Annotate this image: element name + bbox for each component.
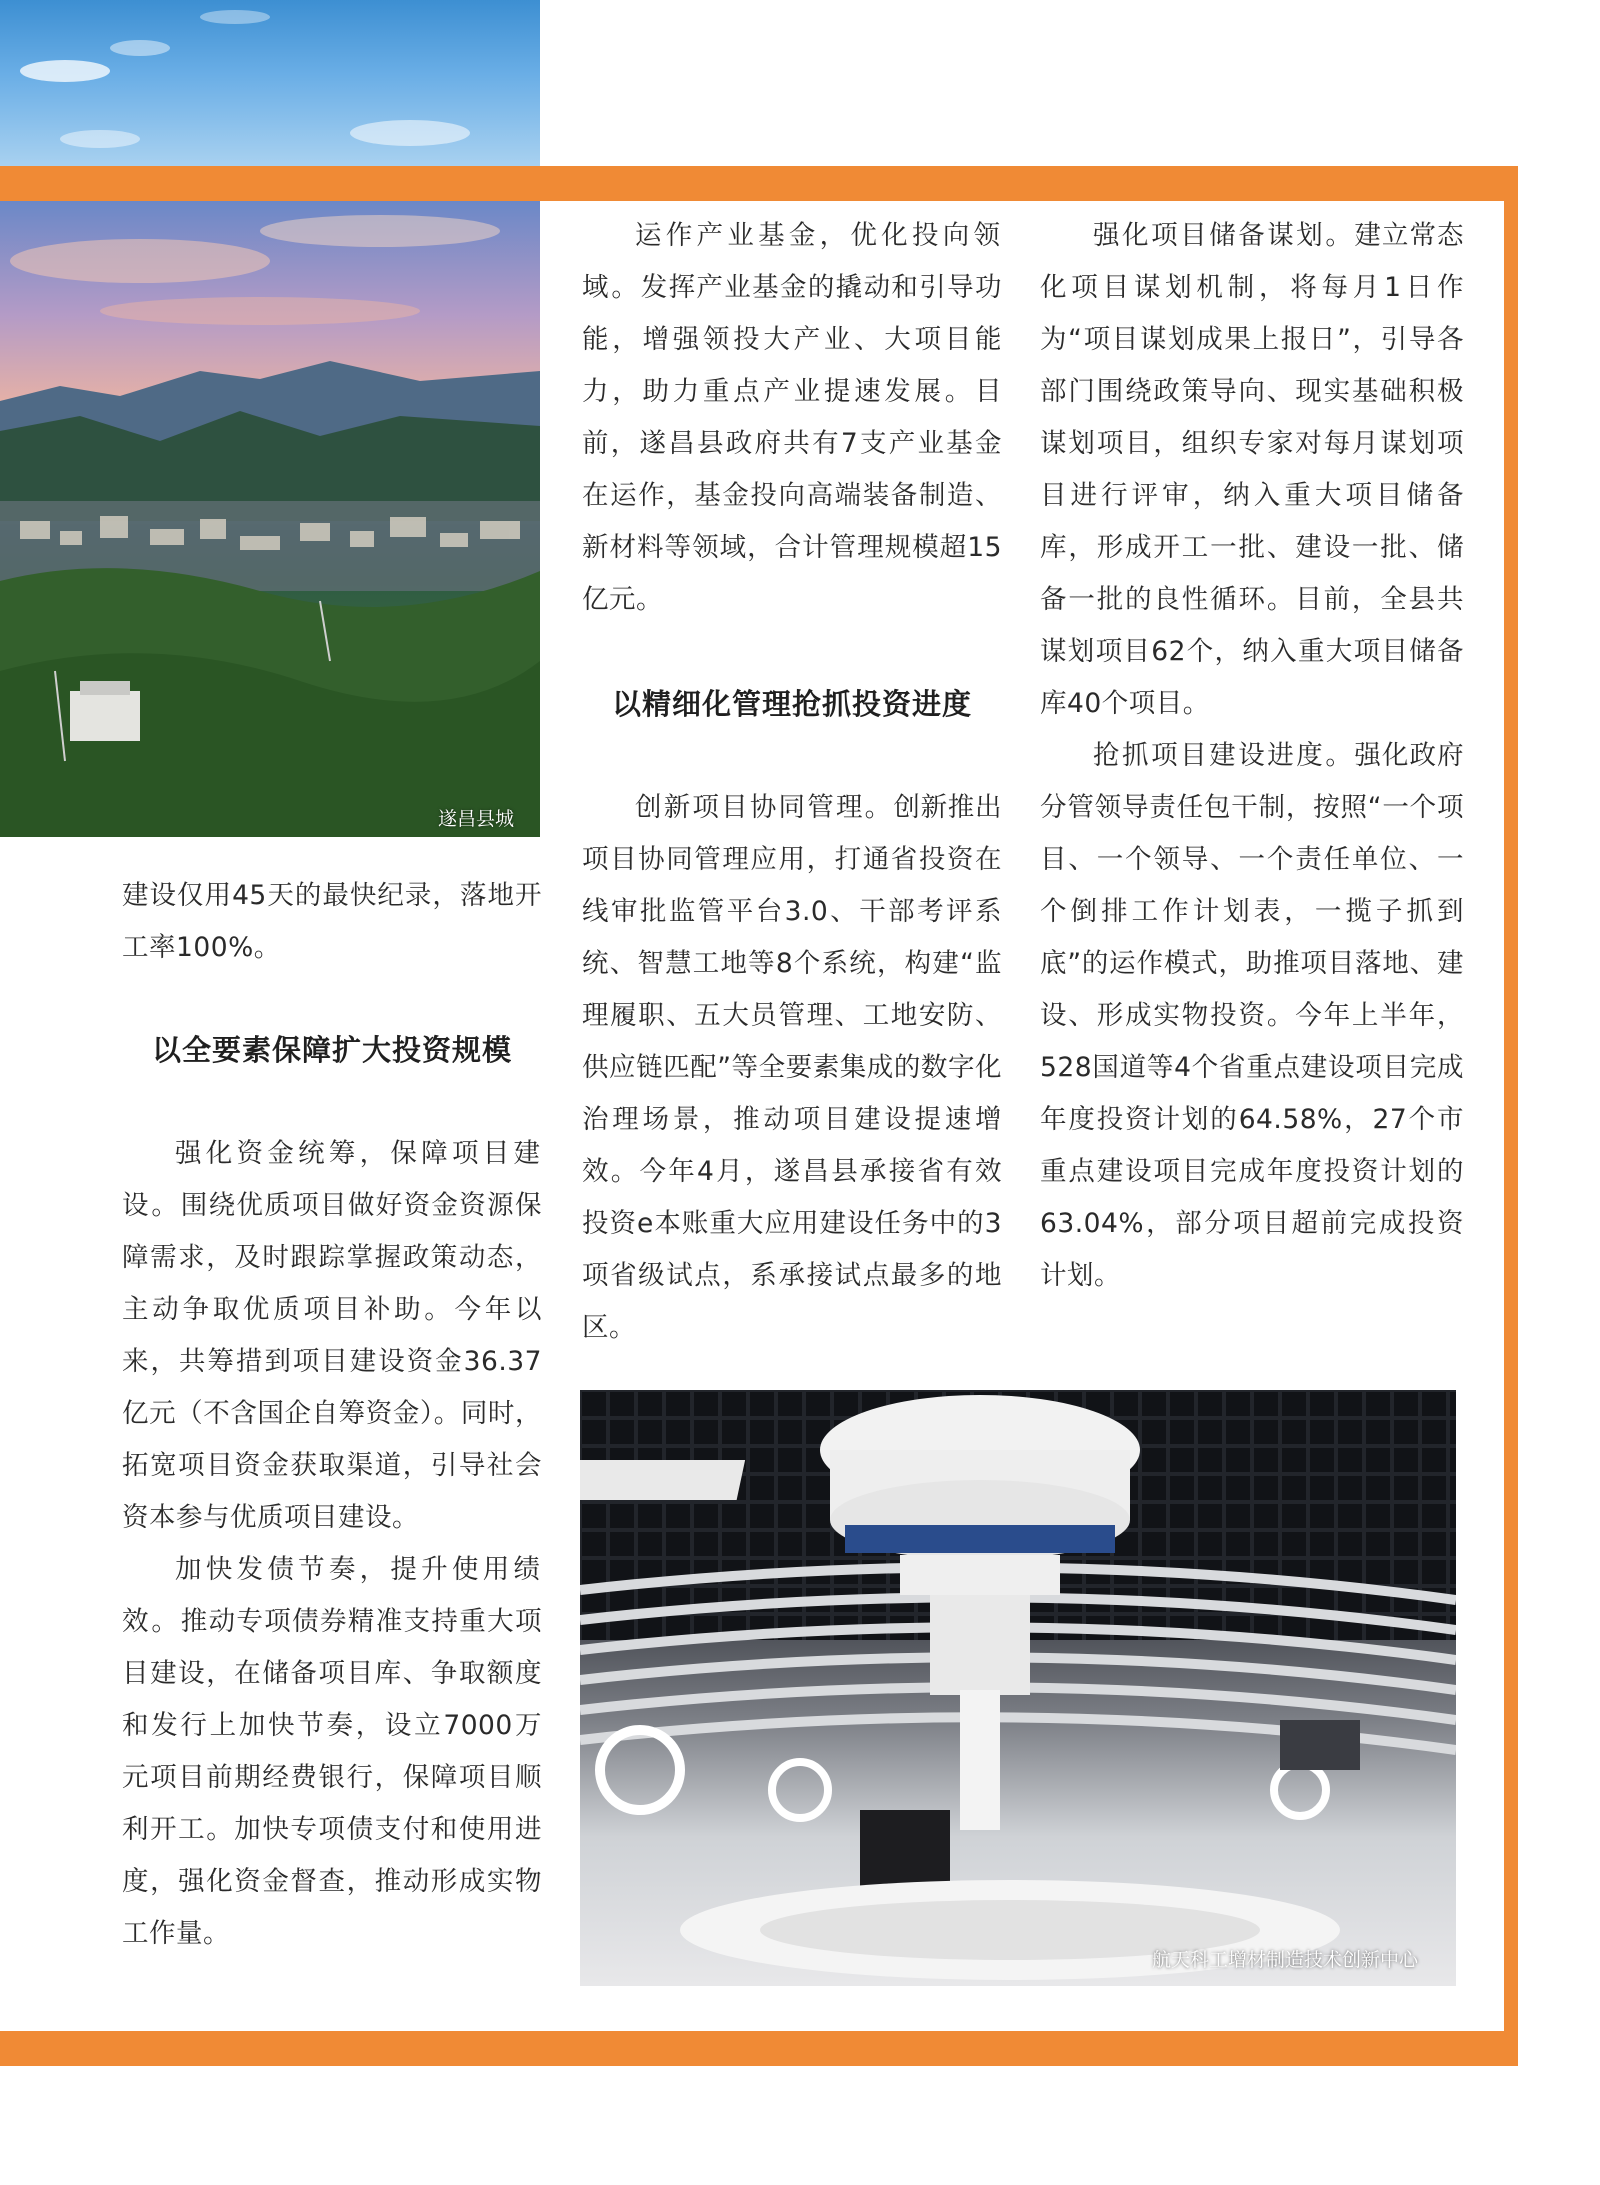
- orange-frame-top: [0, 166, 1518, 201]
- paragraph-lead: 运作产业基金，优化投向领域。: [582, 220, 1002, 303]
- left-column-continued: [122, 870, 542, 974]
- town-landscape-photo: [0, 201, 540, 837]
- paragraph-construction-progress: [1040, 730, 1464, 1302]
- section-heading-full-factor: 以全要素保障扩大投资规模: [151, 1033, 512, 1067]
- left-column-body: [122, 1128, 542, 1960]
- paragraph-lead: 创新项目协同管理。: [635, 792, 894, 823]
- paragraph-body: 围绕优质项目做好资金资源保障需求，及时跟踪掌握政策动态，主动争取优质项目补助。今年以来，共筹措到项目建设资金36.37亿元（不含国企自筹资金）。同时，拓宽项目资金获取渠道，引导社会资本参与优质项目建设。: [122, 1190, 543, 1533]
- paragraph-lead: 抢抓项目建设进度。: [1093, 740, 1355, 771]
- paragraph-body: 强化政府分管领导责任包干制，按照“一个项目、一个领导、一个责任单位、一个倒排工作计划表，一揽子抓到底”的运作模式，助推项目落地、建设、形成实物投资。今年上半年，528国道等4个省重点建设项目完成年度投资计划的64.58%，27个市重点建设项目完成年度投资计划的63.04%，部分项目超前完成投资计划。: [1040, 740, 1465, 1291]
- paragraph-body: 创新推出项目协同管理应用，打通省投资在线审批监管平台3.0、干部考评系统、智慧工地等8个系统，构建“监理履职、五大员管理、工地安防、供应链匹配”等全要素集成的数字化治理场景，推动项目建设提速增效。今年4月，遂昌县承接省有效投资e本账重大应用建设任务中的3项省级试点，系承接试点最多的地区。: [582, 792, 1002, 1343]
- middle-column-bottom: [582, 782, 1002, 1354]
- paragraph-bond-issuance: [122, 1544, 542, 1960]
- paragraph-body: 建立常态化项目谋划机制，将每月1日作为“项目谋划成果上报日”，引导各部门围绕政策导向、现实基础积极谋划项目，组织专家对每月谋划项目进行评审，纳入重大项目储备库，形成开工一批、建设一批、储备一批的良性循环。目前，全县共谋划项目62个，纳入重大项目储备库40个项目。: [1040, 220, 1465, 719]
- town-photo-caption: 遂昌县城: [438, 808, 515, 830]
- orange-frame-right: [1504, 166, 1518, 2066]
- paragraph-collaborative-management: [582, 782, 1002, 1354]
- sky-photo: [0, 0, 540, 166]
- middle-column-top: [582, 210, 1002, 626]
- paragraph-lead: 加快发债节奏，提升使用绩效。: [122, 1554, 542, 1637]
- right-column: [1040, 210, 1464, 1302]
- paragraph-lead: 强化项目储备谋划。: [1093, 220, 1355, 251]
- paragraph-industry-fund: [582, 210, 1002, 626]
- hall-photo-caption: 航天科工增材制造技术创新中心: [1152, 1949, 1419, 1971]
- orange-frame-bottom: [0, 2031, 1518, 2066]
- innovation-center-photo: [580, 1390, 1456, 1986]
- continued-paragraph: 建设仅用45天的最快纪录，落地开工率100%。: [122, 880, 542, 963]
- paragraph-body: 推动专项债券精准支持重大项目建设，在储备项目库、争取额度和发行上加快节奏，设立7000万元项目前期经费银行，保障项目顺利开工。加快专项债支付和使用进度，强化资金督查，推动形成实物工作量。: [122, 1606, 543, 1949]
- paragraph-lead: 强化资金统筹，保障项目建设。: [122, 1138, 542, 1221]
- paragraph-body: 发挥产业基金的撬动和引导功能，增强领投大产业、大项目能力，助力重点产业提速发展。目前，遂昌县政府共有7支产业基金在运作，基金投向高端装备制造、新材料等领域，合计管理规模超15亿元。: [582, 272, 1003, 615]
- paragraph-project-reserve: [1040, 210, 1464, 730]
- paragraph-fund-coordination: [122, 1128, 542, 1544]
- section-heading-fine-management: 以精细化管理抢抓投资进度: [611, 687, 972, 721]
